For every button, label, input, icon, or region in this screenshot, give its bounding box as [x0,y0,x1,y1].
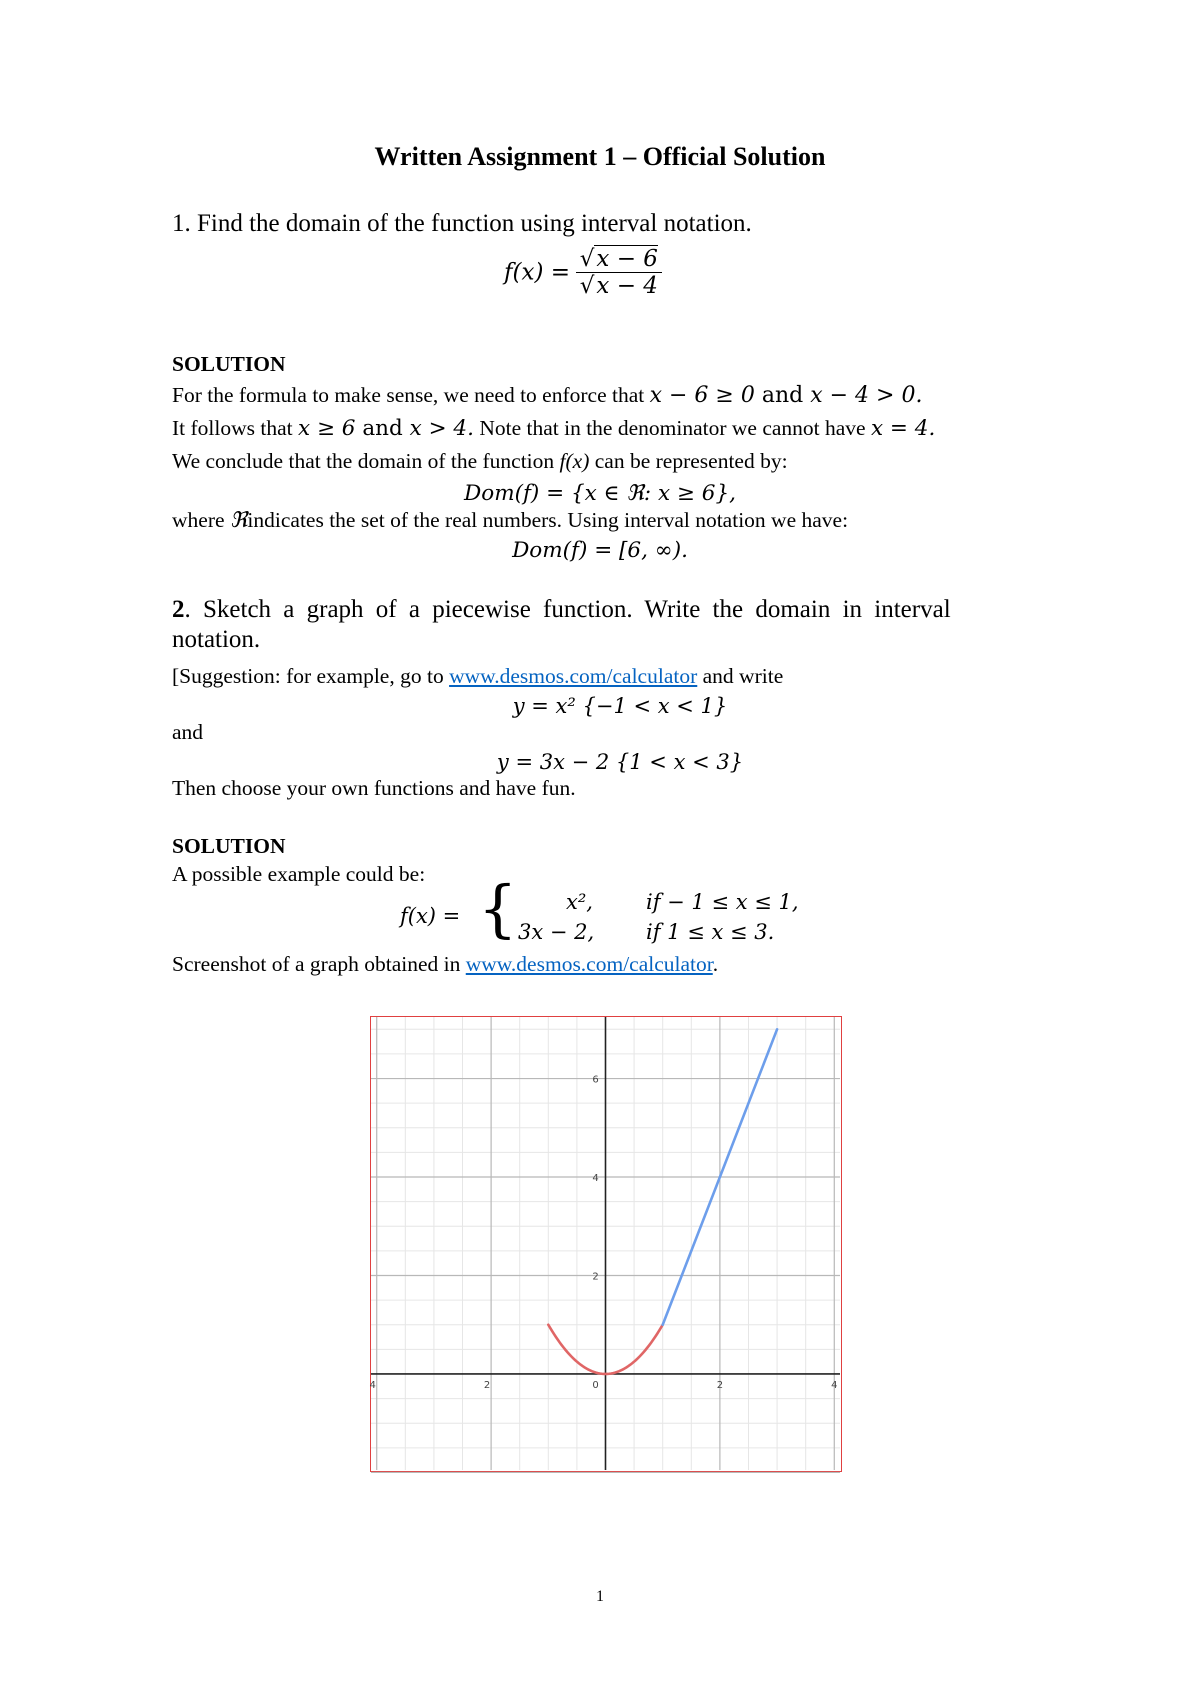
q1-formula-lhs: f(x) = [504,259,571,286]
q2-suggestion-text-2: and write [697,664,784,688]
q1-formula-denominator: x − 4 [596,273,658,299]
graph-svg [371,1017,840,1470]
q1-line2-text: It follows that [172,416,298,440]
document-title: Written Assignment 1 – Official Solution [374,142,826,171]
q2-case-2-cond: if 1 ≤ x ≤ 3. [646,920,775,944]
q2-possible: A possible example could be: [172,862,426,886]
q1-line1-inequality-1: x − 6 ≥ 0 [649,383,755,408]
q2-solution-heading: SOLUTION [172,834,286,858]
q2-then: Then choose your own functions and have fun. [172,776,576,800]
q1-domain-interval-expr: Dom(f) = [6, ∞). [512,538,688,563]
q2-example-eq-2 [0,750,1200,775]
question-1-text: . Find the domain of the function using interval notation. [184,210,752,237]
desmos-graph-screenshot [370,1016,842,1472]
x-tick-label: 2 [483,1379,491,1391]
question-1-number: 1 [172,210,185,237]
q2-case-2-expr: 3x − 2, [518,920,595,944]
x-tick-label: 4 [369,1379,376,1391]
q1-solution-line-1 [172,383,922,408]
desmos-link-suggestion[interactable]: www.desmos.com/calculator [449,664,698,688]
x-tick-label: 2 [716,1379,724,1391]
x-tick-label: 0 [592,1379,599,1391]
y-tick-label: 6 [592,1074,599,1086]
question-2-line-2: notation. [172,626,261,653]
question-2-number: 2 [172,596,185,623]
q1-line5-reals-symbol: ℜ [229,508,248,532]
q2-piecewise-brace: { [478,872,518,945]
q1-formula-fraction: $\frac{√x - 6}{√x - 4}$ [576,246,662,299]
question-2-prompt [172,596,1032,654]
q1-solution-line-5 [172,508,848,533]
q1-domain-set [0,481,1200,506]
q1-line3-fx: f(x) [559,449,590,473]
q2-case-1-cond: if − 1 ≤ x ≤ 1, [646,890,799,914]
q1-solution-line-2 [172,416,935,441]
q2-piecewise-lhs: f(x) = [400,904,461,928]
q1-domain-interval [0,538,1200,563]
x-tick-label: 4 [831,1379,838,1391]
q2-eq-2: y = 3x − 2 {1 < x < 3} [496,750,744,774]
q1-line2-inequality-2: x > 4. [409,416,474,441]
q1-line5-text-2: indicates the set of the real numbers. Using interval notation we have: [247,508,849,532]
q1-line1-inequality-2: x − 4 > 0. [810,383,923,408]
question-2-text: . Sketch a graph of a piecewise function. Write the domain in interval [184,596,951,623]
q1-solution-line-3 [172,449,788,474]
q2-and: and [172,720,204,744]
q1-solution-heading: SOLUTION [172,352,286,376]
question-1-prompt [172,210,752,238]
q1-line3-text-2: can be represented by: [589,449,788,473]
q2-suggestion-text: [Suggestion: for example, go to [172,664,450,688]
q1-line2-equation: x = 4. [870,416,936,441]
q2-example-eq-1 [0,694,1200,719]
q2-screenshot-end: . [712,952,719,976]
q1-line5-text: where [172,508,230,532]
q1-line2-text-2: Note that in the denominator we cannot have [473,416,871,440]
desmos-link-screenshot[interactable]: www.desmos.com/calculator [465,952,713,976]
q1-line1-and: and [754,383,811,408]
q2-suggestion [172,664,783,689]
q2-case-1-expr: x², [566,890,593,914]
y-tick-label: 2 [592,1271,599,1283]
y-tick-label: 4 [592,1173,599,1185]
q1-line1-text: For the formula to make sense, we need to enforce that [172,383,650,407]
q2-screenshot-caption [172,952,718,977]
q1-line3-text: We conclude that the domain of the function [172,449,560,473]
q1-line2-and: and [355,416,410,441]
q1-domain-set-expr: Dom(f) = {x ∈ ℜ: x ≥ 6}, [464,481,736,506]
q1-formula-numerator: x − 6 [596,246,658,272]
q1-formula [504,246,662,299]
q2-screenshot-text: Screenshot of a graph obtained in [172,952,466,976]
q1-line2-inequality-1: x ≥ 6 [298,416,356,441]
page-number: 1 [596,1588,604,1605]
q2-eq-1: y = x² {−1 < x < 1} [512,694,728,718]
question-2-line-1 [172,596,1032,624]
